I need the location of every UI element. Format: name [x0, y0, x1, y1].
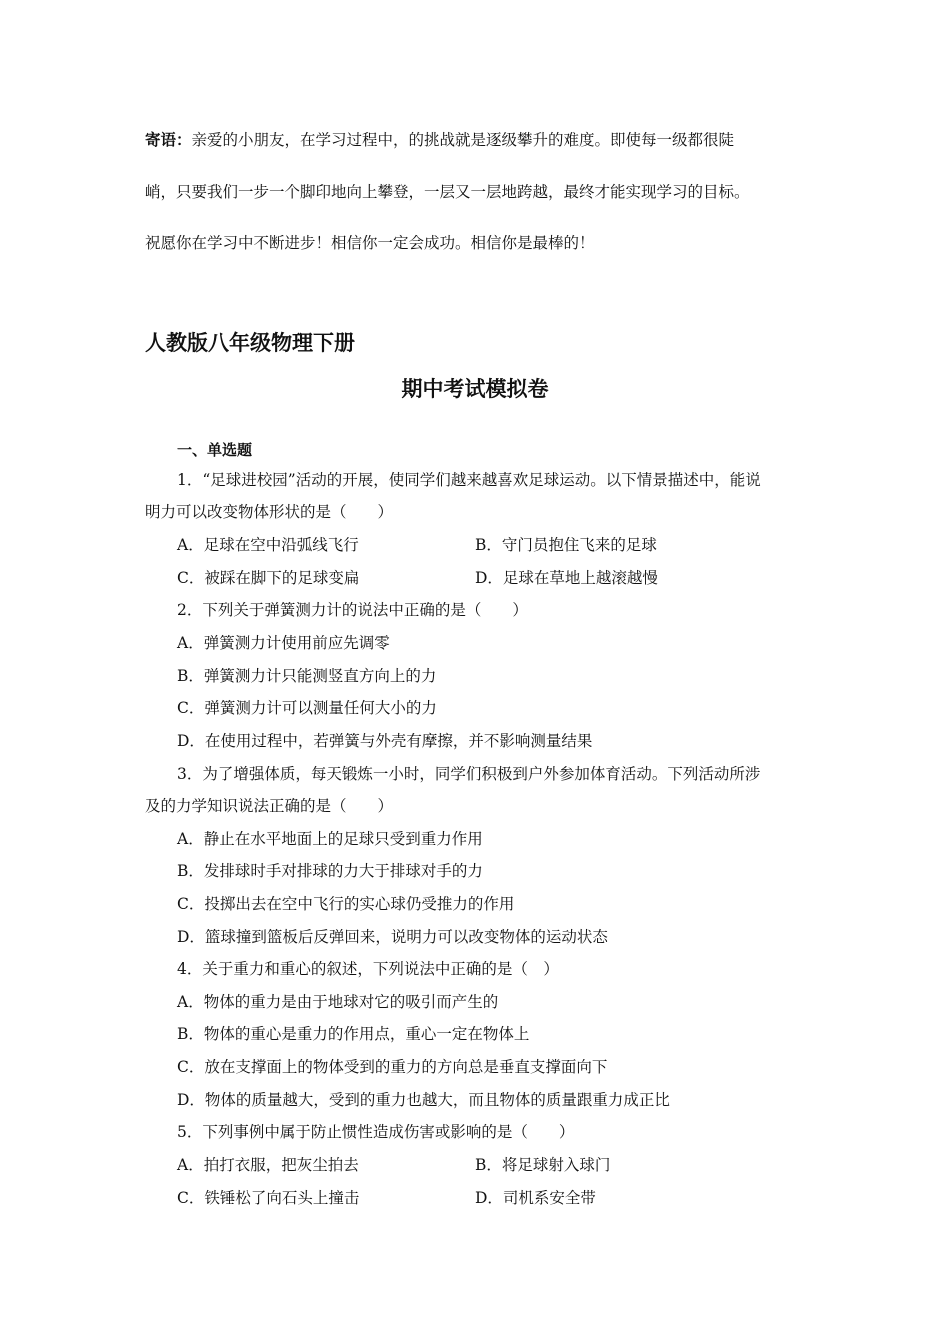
greeting-line-2: 峭，只要我们一步一个脚印地向上攀登，一层又一层地跨越，最终才能实现学习的目标。	[145, 183, 750, 201]
document-subtitle: 期中考试模拟卷	[401, 376, 549, 401]
question-2-option-a: A．弹簧测力计使用前应先调零	[177, 634, 390, 652]
question-3-stem-cont: 及的力学知识说法正确的是（ ）	[145, 797, 394, 815]
question-5-stem: 5．下列事例中属于防止惯性造成伤害或影响的是（ ）	[177, 1123, 575, 1141]
question-1-stem: 1．“足球进校园”活动的开展，使同学们越来越喜欢足球运动。以下情景描述中，能说	[177, 471, 761, 489]
question-3-option-d: D．篮球撞到篮板后反弹回来，说明力可以改变物体的运动状态	[177, 928, 608, 946]
question-1-option-c: C．被踩在脚下的足球变扁	[177, 569, 360, 587]
question-2-option-d: D．在使用过程中，若弹簧与外壳有摩擦，并不影响测量结果	[177, 732, 593, 750]
question-2-option-b: B．弹簧测力计只能测竖直方向上的力	[177, 667, 437, 685]
question-1-option-d: D．足球在草地上越滚越慢	[475, 569, 658, 587]
greeting-line-1	[145, 130, 815, 150]
question-3-option-a: A．静止在水平地面上的足球只受到重力作用	[177, 830, 483, 848]
question-4-option-c: C．放在支撑面上的物体受到的重力的方向总是垂直支撑面向下	[177, 1058, 608, 1076]
question-3-stem: 3．为了增强体质，每天锻炼一小时，同学们积极到户外参加体育活动。下列活动所涉	[177, 765, 761, 783]
question-4-stem: 4．关于重力和重心的叙述，下列说法中正确的是（ ）	[177, 960, 559, 978]
question-4-option-b: B．物体的重心是重力的作用点，重心一定在物体上	[177, 1025, 530, 1043]
question-1-option-b: B．守门员抱住飞来的足球	[475, 536, 657, 554]
question-2-stem: 2．下列关于弹簧测力计的说法中正确的是（ ）	[177, 601, 528, 619]
question-1-stem-cont: 明力可以改变物体形状的是（ ）	[145, 503, 394, 521]
question-2-option-c: C．弹簧测力计可以测量任何大小的力	[177, 699, 437, 717]
greeting-text-1: 亲爱的小朋友，在学习过程中，的挑战就是逐级攀升的难度。即使每一级都很陡	[191, 131, 735, 149]
section-heading: 一、单选题	[177, 441, 253, 459]
question-1-option-a: A．足球在空中沿弧线飞行	[177, 536, 359, 554]
question-4-option-d: D．物体的质量越大，受到的重力也越大，而且物体的质量跟重力成正比	[177, 1091, 670, 1109]
greeting-label: 寄语：	[145, 130, 192, 149]
question-5-option-c: C．铁锤松了向石头上撞击	[177, 1189, 360, 1207]
question-3-option-c: C．投掷出去在空中飞行的实心球仍受推力的作用	[177, 895, 515, 913]
question-5-option-b: B．将足球射入球门	[475, 1156, 611, 1174]
question-3-option-b: B．发排球时手对排球的力大于排球对手的力	[177, 862, 483, 880]
question-5-option-d: D．司机系安全带	[475, 1189, 596, 1207]
document-title: 人教版八年级物理下册	[145, 330, 355, 355]
question-5-option-a: A．拍打衣服，把灰尘拍去	[177, 1156, 359, 1174]
greeting-line-3: 祝愿你在学习中不断进步！相信你一定会成功。相信你是最棒的！	[145, 234, 595, 252]
question-4-option-a: A．物体的重力是由于地球对它的吸引而产生的	[177, 993, 499, 1011]
